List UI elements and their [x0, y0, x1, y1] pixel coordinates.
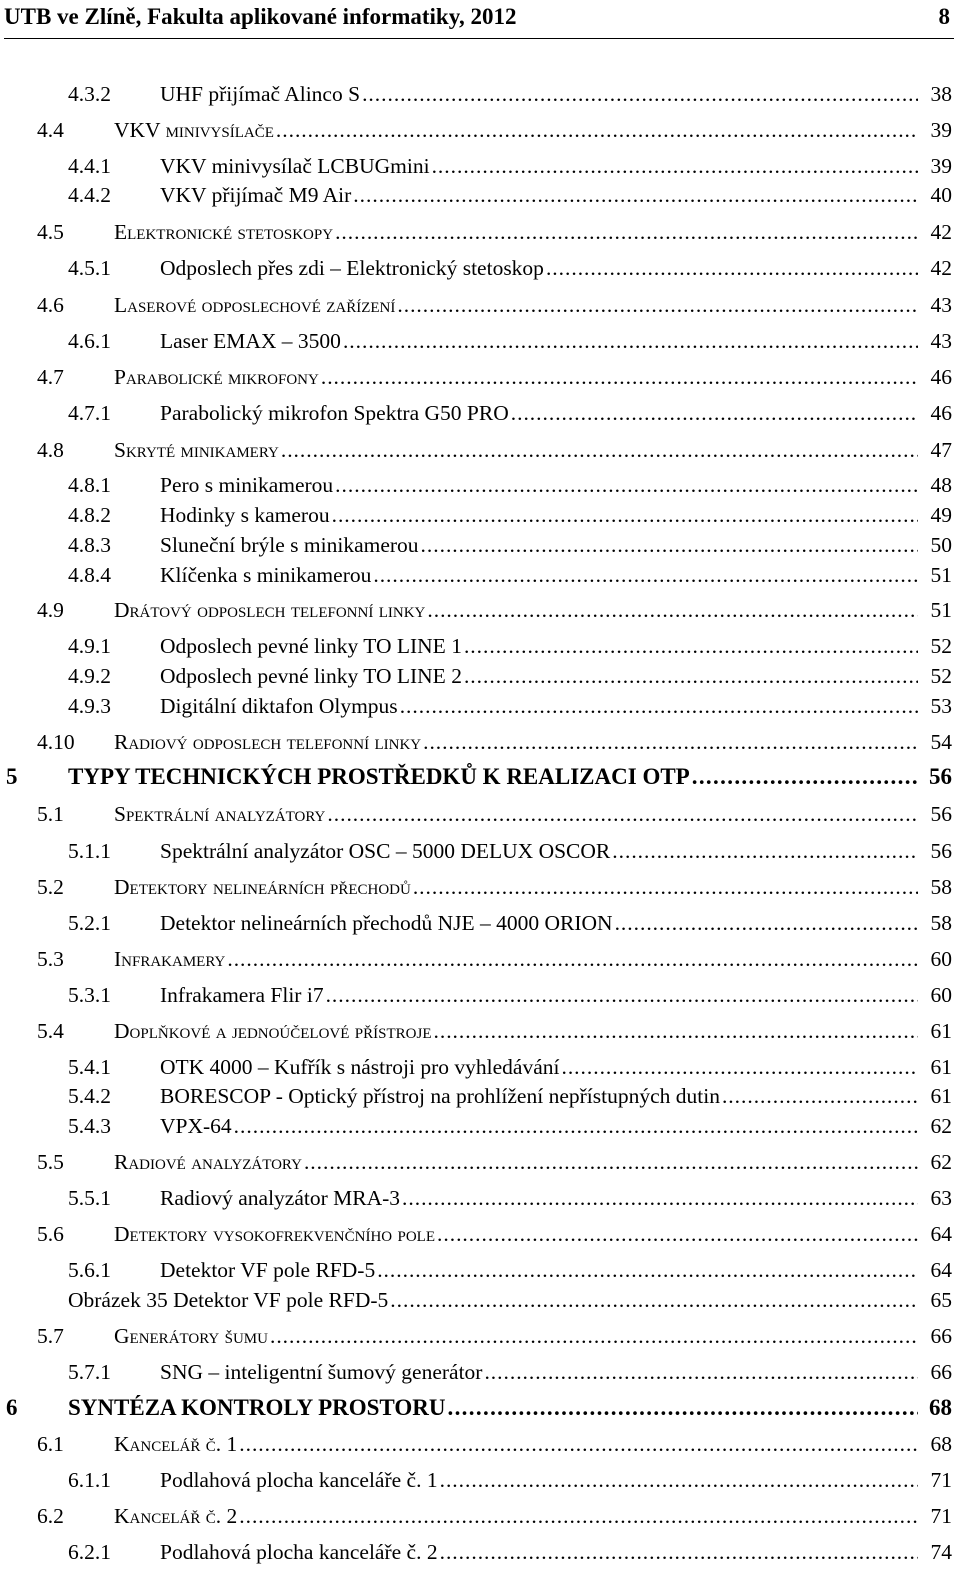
toc-entry-title: Parabolický mikrofon Spektra G50 PRO — [160, 401, 509, 425]
toc-section-entry[interactable] — [0, 945, 952, 975]
toc-entry-page: 62 — [930, 1114, 952, 1138]
toc-entry-title: Laserové odposlechové zařízení — [114, 293, 396, 317]
toc-subsection-entry[interactable] — [0, 1053, 952, 1083]
dot-leader — [324, 981, 918, 1009]
toc-entry-number: 4.8.3 — [68, 533, 111, 557]
dot-leader — [371, 561, 918, 589]
toc-entry-page: 56 — [930, 802, 952, 826]
toc-entry-title: Generátory šumu — [114, 1324, 268, 1348]
toc-entry-title-line — [114, 218, 918, 246]
toc-entry-title: Odposlech pevné linky TO LINE 2 — [160, 664, 462, 688]
toc-entry-title-line — [114, 1322, 918, 1350]
toc-section-entry[interactable] — [0, 116, 952, 146]
dot-leader — [274, 116, 918, 144]
toc-entry-title-line — [160, 1256, 918, 1284]
toc-entry-number: 6.2 — [37, 1504, 64, 1528]
toc-entry-title-line — [114, 1017, 918, 1045]
toc-entry-number: 5.7 — [37, 1324, 64, 1348]
toc-entry-number: 4.8 — [37, 438, 64, 462]
dot-leader — [509, 399, 918, 427]
toc-entry-title-line — [160, 909, 918, 937]
dot-leader — [544, 254, 918, 282]
toc-entry-title-line — [160, 1112, 918, 1140]
toc-entry-title: Laser EMAX – 3500 — [160, 329, 341, 353]
toc-entry-number: 5.1.1 — [68, 839, 111, 863]
toc-entry-title: UHF přijímač Alinco S — [160, 82, 361, 106]
toc-entry-number: 5.4.3 — [68, 1114, 111, 1138]
dot-leader — [462, 662, 918, 690]
header-page-number: 8 — [938, 4, 950, 29]
toc-entry-number: 5.4.1 — [68, 1055, 111, 1079]
toc-entry-title-line — [68, 1394, 918, 1422]
toc-section-entry[interactable] — [0, 291, 952, 321]
toc-entry-number: 4.4.1 — [68, 154, 111, 178]
dot-leader — [690, 763, 918, 791]
toc-entry-page: 64 — [930, 1258, 952, 1282]
toc-entry-page: 39 — [930, 118, 952, 142]
toc-entry-title-line — [160, 327, 918, 355]
toc-entry-page: 61 — [930, 1084, 952, 1108]
toc-entry-page: 38 — [930, 82, 952, 106]
toc-entry-title-line — [160, 1466, 918, 1494]
toc-entry-page: 65 — [930, 1288, 952, 1312]
toc-figure-entry[interactable] — [0, 1286, 952, 1316]
dot-leader — [333, 471, 918, 499]
dot-leader — [425, 596, 918, 624]
toc-entry-title: SNG – inteligentní šumový generátor — [160, 1360, 483, 1384]
toc-subsection-entry[interactable] — [0, 561, 952, 591]
toc-entry-page: 63 — [930, 1186, 952, 1210]
toc-entry-page: 60 — [930, 983, 952, 1007]
toc-entry-page: 43 — [930, 329, 952, 353]
toc-entry-number: 6.1 — [37, 1432, 64, 1456]
toc-entry-page: 52 — [930, 664, 952, 688]
dot-leader — [435, 1220, 918, 1248]
dot-leader — [613, 909, 918, 937]
toc-section-entry[interactable] — [0, 436, 952, 466]
toc-entry-title-line — [160, 501, 918, 529]
toc-entry-title-line — [160, 692, 918, 720]
dot-leader — [351, 181, 918, 209]
toc-entry-number: 5 — [6, 764, 18, 789]
dot-leader — [462, 632, 918, 660]
toc-entry-title: Drátový odposlech telefonní linky — [114, 598, 426, 622]
toc-entry-title-line — [160, 837, 918, 865]
toc-subsection-entry[interactable] — [0, 1184, 952, 1214]
toc-entry-title: VKV minivysílač LCBUGmini — [160, 154, 430, 178]
toc-subsection-entry[interactable] — [0, 501, 952, 531]
toc-entry-title-line — [114, 291, 918, 319]
toc-section-entry[interactable] — [0, 1148, 952, 1178]
toc-entry-page: 39 — [930, 154, 952, 178]
dot-leader — [720, 1082, 918, 1110]
toc-entry-page: 47 — [930, 438, 952, 462]
toc-chapter-entry[interactable] — [0, 763, 952, 793]
toc-entry-title-line — [160, 1184, 918, 1212]
dot-leader — [341, 327, 918, 355]
toc-entry-number: 4.8.1 — [68, 473, 111, 497]
toc-subsection-entry[interactable] — [0, 531, 952, 561]
toc-entry-title-line — [160, 531, 918, 559]
toc-entry-title: Detektory vysokofrekvenčního pole — [114, 1222, 436, 1246]
toc-entry-title-line — [68, 1286, 918, 1314]
toc-entry-number: 4.5 — [37, 220, 64, 244]
toc-entry-page: 42 — [930, 256, 952, 280]
toc-entry-page: 52 — [930, 634, 952, 658]
toc-entry-title: Podlahová plocha kanceláře č. 2 — [160, 1540, 438, 1564]
toc-subsection-entry[interactable] — [0, 1538, 952, 1568]
toc-entry-title: Kancelář č. 2 — [114, 1504, 238, 1528]
toc-entry-number: 4.7.1 — [68, 401, 111, 425]
toc-entry-title-line — [160, 981, 918, 1009]
dot-leader — [330, 501, 918, 529]
toc-entry-title: Infrakamera Flir i7 — [160, 983, 324, 1007]
toc-entry-title: Spektrální analyzátory — [114, 802, 326, 826]
toc-subsection-entry[interactable] — [0, 254, 952, 284]
dot-leader — [411, 873, 918, 901]
toc-entry-title: Elektronické stetoskopy — [114, 220, 334, 244]
dot-leader — [430, 152, 918, 180]
toc-entry-title: TYPY TECHNICKÝCH PROSTŘEDKŮ K REALIZACI OTP — [68, 764, 690, 789]
toc-entry-title: Pero s minikamerou — [160, 473, 334, 497]
dot-leader — [400, 1184, 918, 1212]
toc-entry-title: Odposlech pevné linky TO LINE 1 — [160, 634, 462, 658]
toc-entry-number: 4.9.2 — [68, 664, 111, 688]
dot-leader — [610, 837, 918, 865]
toc-entry-page: 51 — [930, 563, 952, 587]
toc-entry-title-line — [160, 662, 918, 690]
toc-entry-title-line — [114, 596, 918, 624]
toc-entry-title-line — [114, 873, 918, 901]
toc-entry-title-line — [114, 1220, 918, 1248]
toc-entry-title-line — [160, 632, 918, 660]
dot-leader — [333, 218, 918, 246]
toc-subsection-entry[interactable] — [0, 662, 952, 692]
toc-entry-number: 5.1 — [37, 802, 64, 826]
toc-entry-number: 5.3.1 — [68, 983, 111, 1007]
dot-leader — [237, 1430, 918, 1458]
toc-entry-page: 46 — [930, 365, 952, 389]
toc-subsection-entry[interactable] — [0, 837, 952, 867]
toc-entry-title: Skryté minikamery — [114, 438, 279, 462]
toc-section-entry[interactable] — [0, 1502, 952, 1532]
toc-entry-number: 5.2 — [37, 875, 64, 899]
toc-entry-page: 54 — [930, 730, 952, 754]
dot-leader — [421, 728, 918, 756]
toc-entry-title-line — [160, 1053, 918, 1081]
toc-section-entry[interactable] — [0, 1430, 952, 1460]
toc-entry-title-line — [160, 1538, 918, 1566]
toc-entry-number: 5.4.2 — [68, 1084, 111, 1108]
toc-entry-title: Radiový odposlech telefonní linky — [114, 730, 422, 754]
toc-entry-title-line — [160, 80, 918, 108]
dot-leader — [445, 1394, 918, 1422]
dot-leader — [360, 80, 918, 108]
toc-entry-number: 4.9.1 — [68, 634, 111, 658]
toc-entry-page: 43 — [930, 293, 952, 317]
toc-section-entry[interactable] — [0, 1322, 952, 1352]
toc-entry-number: 4.9.3 — [68, 694, 111, 718]
dot-leader — [388, 1286, 918, 1314]
toc-section-entry[interactable] — [0, 596, 952, 626]
toc-entry-page: 40 — [930, 183, 952, 207]
toc-subsection-entry[interactable] — [0, 909, 952, 939]
dot-leader — [559, 1053, 918, 1081]
toc-entry-page: 64 — [930, 1222, 952, 1246]
toc-entry-page: 68 — [929, 1395, 952, 1420]
toc-entry-title-line — [160, 254, 918, 282]
toc-entry-title-line — [68, 763, 918, 791]
toc-entry-title-line — [160, 181, 918, 209]
toc-entry-page: 66 — [930, 1324, 952, 1348]
toc-entry-title-line — [160, 399, 918, 427]
toc-entry-title: Detektor VF pole RFD-5 — [160, 1258, 376, 1282]
toc-entry-title-line — [160, 1358, 918, 1386]
toc-entry-title-line — [160, 152, 918, 180]
toc-entry-number: 5.5 — [37, 1150, 64, 1174]
toc-entry-title: Doplňkové a jednoúčelové přístroje — [114, 1019, 432, 1043]
toc-entry-page: 42 — [930, 220, 952, 244]
toc-subsection-entry[interactable] — [0, 1358, 952, 1388]
toc-entry-title: Spektrální analyzátor OSC – 5000 DELUX OSCOR — [160, 839, 611, 863]
dot-leader — [398, 692, 918, 720]
toc-entry-title: Infrakamery — [114, 947, 226, 971]
toc-entry-number: 6.2.1 — [68, 1540, 111, 1564]
dot-leader — [237, 1502, 918, 1530]
toc-subsection-entry[interactable] — [0, 981, 952, 1011]
toc-entry-number: 5.6.1 — [68, 1258, 111, 1282]
toc-entry-page: 60 — [930, 947, 952, 971]
dot-leader — [225, 945, 918, 973]
toc-subsection-entry[interactable] — [0, 80, 952, 110]
dot-leader — [395, 291, 918, 319]
toc-entry-title-line — [114, 800, 918, 828]
toc-subsection-entry[interactable] — [0, 1256, 952, 1286]
toc-entry-title: SYNTÉZA KONTROLY PROSTORU — [68, 1395, 446, 1420]
toc-subsection-entry[interactable] — [0, 632, 952, 662]
toc-section-entry[interactable] — [0, 873, 952, 903]
toc-entry-title: Obrázek 35 Detektor VF pole RFD-5 — [68, 1288, 389, 1312]
toc-entry-title: Radiový analyzátor MRA-3 — [160, 1186, 401, 1210]
toc-entry-page: 61 — [930, 1019, 952, 1043]
toc-entry-page: 56 — [930, 839, 952, 863]
toc-entry-number: 4.7 — [37, 365, 64, 389]
toc-entry-title-line — [114, 363, 918, 391]
toc-entry-title: Odposlech přes zdi – Elektronický stetoskop — [160, 256, 544, 280]
toc-entry-title-line — [114, 116, 918, 144]
toc-entry-page: 56 — [929, 764, 952, 789]
toc-entry-number: 5.4 — [37, 1019, 64, 1043]
toc-entry-number: 4.6 — [37, 293, 64, 317]
toc-entry-page: 53 — [930, 694, 952, 718]
toc-entry-number: 4.9 — [37, 598, 64, 622]
toc-entry-number: 4.3.2 — [68, 82, 111, 106]
dot-leader — [482, 1358, 918, 1386]
toc-entry-number: 4.6.1 — [68, 329, 111, 353]
toc-entry-title: BORESCOP - Optický přístroj na prohlížení nepřístupných dutin — [160, 1084, 720, 1108]
toc-entry-number: 4.8.4 — [68, 563, 111, 587]
toc-entry-page: 46 — [930, 401, 952, 425]
toc-entry-title: VPX-64 — [160, 1114, 232, 1138]
toc-entry-page: 74 — [930, 1540, 952, 1564]
toc-section-entry[interactable] — [0, 1220, 952, 1250]
toc-entry-page: 66 — [930, 1360, 952, 1384]
toc-subsection-entry[interactable] — [0, 1112, 952, 1142]
dot-leader — [438, 1538, 918, 1566]
toc-subsection-entry[interactable] — [0, 692, 952, 722]
toc-entry-title: Detektory nelineárních přechodů — [114, 875, 411, 899]
toc-entry-number: 6.1.1 — [68, 1468, 111, 1492]
toc-entry-title: Podlahová plocha kanceláře č. 1 — [160, 1468, 438, 1492]
toc-section-entry[interactable] — [0, 1017, 952, 1047]
toc-subsection-entry[interactable] — [0, 181, 952, 211]
header-title: UTB ve Zlíně, Fakulta aplikované informatiky, 2012 — [4, 4, 517, 29]
toc-entry-title-line — [114, 436, 918, 464]
toc-entry-page: 61 — [930, 1055, 952, 1079]
toc-entry-title-line — [114, 945, 918, 973]
toc-entry-page: 49 — [930, 503, 952, 527]
toc-entry-title-line — [114, 728, 918, 756]
toc-chapter-entry[interactable] — [0, 1394, 952, 1424]
toc-entry-number: 5.7.1 — [68, 1360, 111, 1384]
toc-entry-number: 5.3 — [37, 947, 64, 971]
dot-leader — [319, 363, 918, 391]
toc-entry-number: 5.5.1 — [68, 1186, 111, 1210]
toc-subsection-entry[interactable] — [0, 152, 952, 182]
dot-leader — [438, 1466, 918, 1494]
toc-entry-number: 4.4 — [37, 118, 64, 142]
toc-entry-page: 68 — [930, 1432, 952, 1456]
toc-subsection-entry[interactable] — [0, 1466, 952, 1496]
toc-entry-page: 71 — [930, 1468, 952, 1492]
toc-entry-title: Digitální diktafon Olympus — [160, 694, 398, 718]
toc-entry-title-line — [160, 471, 918, 499]
toc-entry-title: OTK 4000 – Kufřík s nástroji pro vyhledávání — [160, 1055, 560, 1079]
dot-leader — [232, 1112, 918, 1140]
toc-entry-page: 58 — [930, 911, 952, 935]
toc-entry-page: 50 — [930, 533, 952, 557]
toc-section-entry[interactable] — [0, 728, 952, 758]
toc-entry-title: Detektor nelineárních přechodů NJE – 4000 ORION — [160, 911, 613, 935]
toc-subsection-entry[interactable] — [0, 399, 952, 429]
toc-subsection-entry[interactable] — [0, 1082, 952, 1112]
toc-entry-page: 62 — [930, 1150, 952, 1174]
toc-entry-title: VKV minivysílače — [114, 118, 274, 142]
dot-leader — [325, 800, 918, 828]
toc-entry-title: Klíčenka s minikamerou — [160, 563, 372, 587]
toc-entry-title: Hodinky s kamerou — [160, 503, 330, 527]
toc-entry-title: Parabolické mikrofony — [114, 365, 319, 389]
toc-entry-title-line — [160, 1082, 918, 1110]
toc-subsection-entry[interactable] — [0, 471, 952, 501]
toc-entry-title-line — [160, 561, 918, 589]
dot-leader — [268, 1322, 918, 1350]
toc-entry-title-line — [114, 1148, 918, 1176]
toc-entry-number: 6 — [6, 1395, 18, 1420]
toc-entry-number: 4.4.2 — [68, 183, 111, 207]
toc-entry-page: 51 — [930, 598, 952, 622]
toc-entry-number: 4.5.1 — [68, 256, 111, 280]
toc-entry-page: 58 — [930, 875, 952, 899]
toc-entry-number: 5.2.1 — [68, 911, 111, 935]
toc-entry-title-line — [114, 1502, 918, 1530]
toc-entry-number: 4.10 — [37, 730, 75, 754]
toc-entry-number: 5.6 — [37, 1222, 64, 1246]
toc-entry-title: VKV přijímač M9 Air — [160, 183, 352, 207]
toc-entry-title-line — [114, 1430, 918, 1458]
dot-leader — [279, 436, 918, 464]
dot-leader — [302, 1148, 918, 1176]
dot-leader — [432, 1017, 919, 1045]
dot-leader — [375, 1256, 918, 1284]
toc-entry-page: 48 — [930, 473, 952, 497]
toc-subsection-entry[interactable] — [0, 327, 952, 357]
toc-entry-title: Radiové analyzátory — [114, 1150, 302, 1174]
toc-entry-title: Sluneční brýle s minikamerou — [160, 533, 419, 557]
toc-section-entry[interactable] — [0, 363, 952, 393]
toc-entry-page: 71 — [930, 1504, 952, 1528]
toc-entry-title: Kancelář č. 1 — [114, 1432, 238, 1456]
toc-entry-number: 4.8.2 — [68, 503, 111, 527]
toc-section-entry[interactable] — [0, 218, 952, 248]
toc-section-entry[interactable] — [0, 800, 952, 830]
dot-leader — [419, 531, 918, 559]
